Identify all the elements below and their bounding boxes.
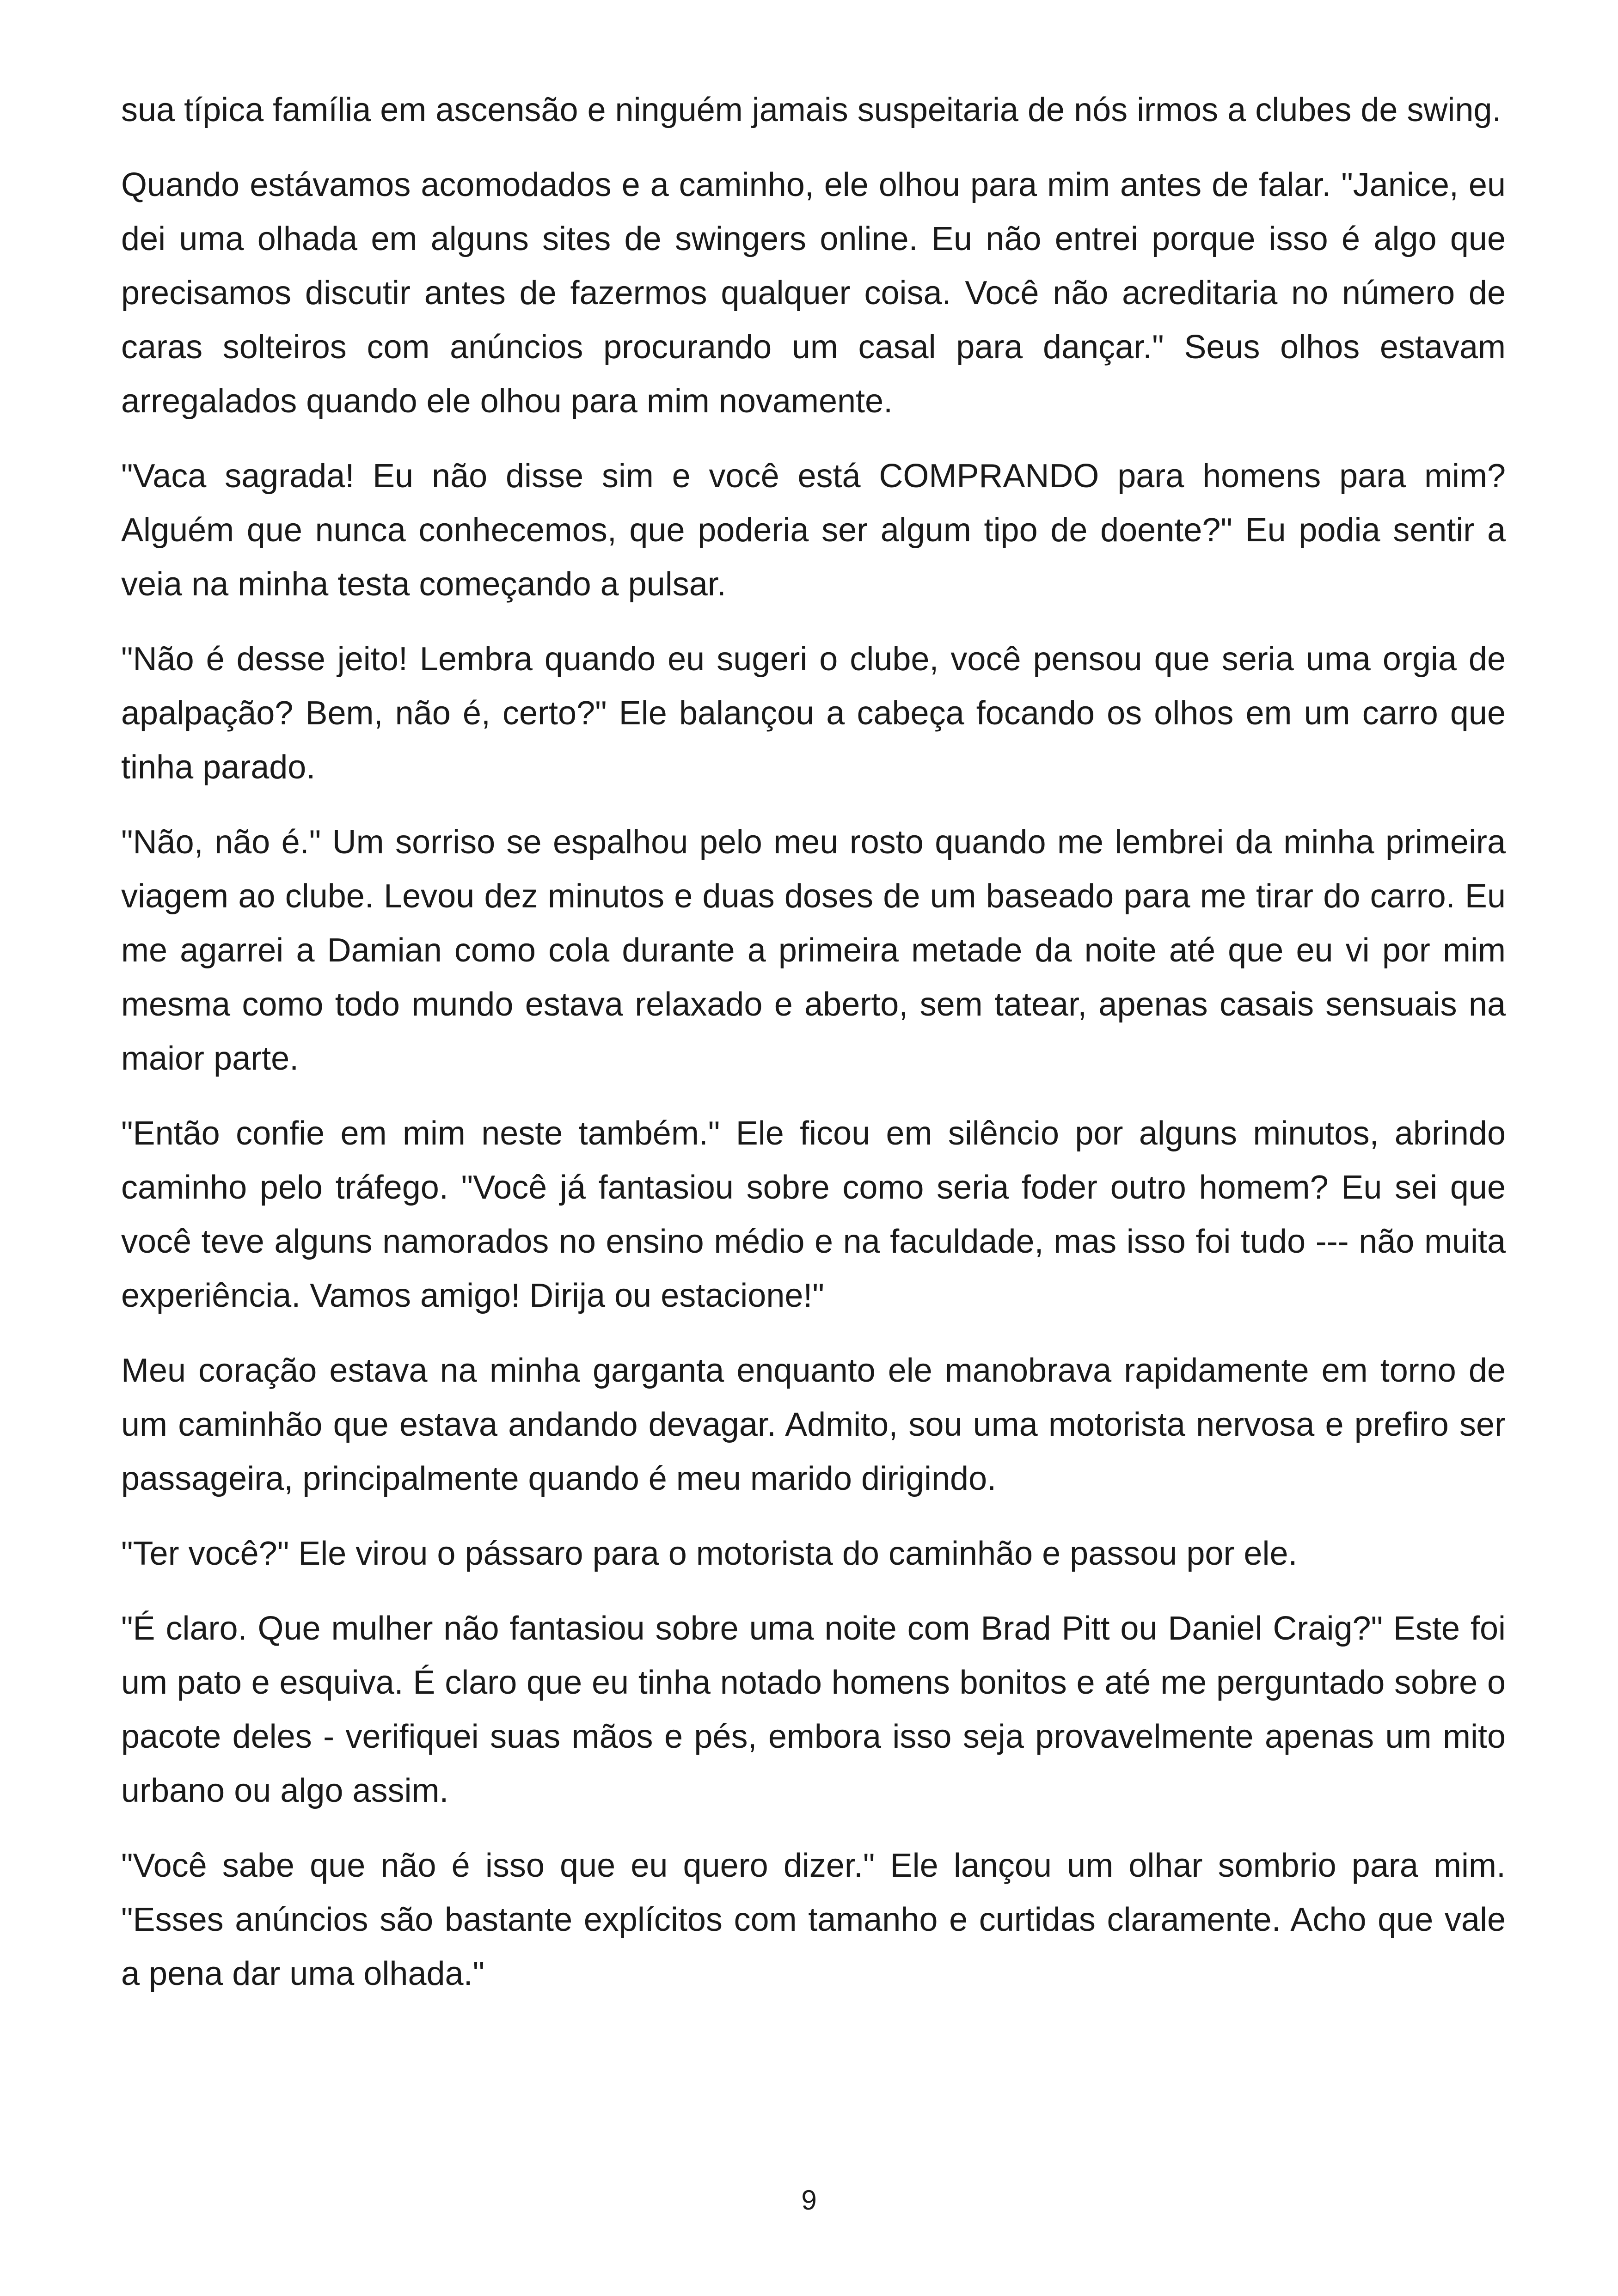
- paragraph: sua típica família em ascensão e ninguém jamais suspeitaria de nós irmos a clubes de swing.: [121, 92, 1502, 129]
- paragraph: "Não, não é." Um sorriso se espalhou pelo meu rosto quando me lembrei da minha primeira viagem ao clube. Levou dez minutos e duas doses de um baseado para me tirar do carro. Eu me agarrei a Damian como cola durante a primeira metade da noite até que eu vi por mim mesma como todo mundo estava relaxado e aberto, sem tatear, apenas casais sensuais na maior parte.: [121, 824, 1506, 1077]
- paragraph: "Vaca sagrada! Eu não disse sim e você está COMPRANDO para homens para mim? Alguém que nunca conhecemos, que poderia ser algum tipo de doente?" Eu podia sentir a veia na minha testa começando a pulsar.: [121, 458, 1506, 603]
- paragraph: "Não é desse jeito! Lembra quando eu sugeri o clube, você pensou que seria uma orgia de apalpação? Bem, não é, certo?" Ele balançou a cabeça focando os olhos em um carro que tinha parado.: [121, 641, 1506, 786]
- document-body: [121, 83, 1506, 2022]
- paragraph: Meu coração estava na minha garganta enquanto ele manobrava rapidamente em torno de um caminhão que estava andando devagar. Admito, sou uma motorista nervosa e prefiro ser passageira, principalmente quando é meu marido dirigindo.: [121, 1352, 1506, 1497]
- paragraph: Quando estávamos acomodados e a caminho, ele olhou para mim antes de falar. "Janice, eu dei uma olhada em alguns sites de swingers online. Eu não entrei porque isso é algo que precisamos discutir antes de fazermos qualquer coisa. Você não acreditaria no número de caras solteiros com anúncios procurando um casal para dançar." Seus olhos estavam arregalados quando ele olhou para mim novamente.: [121, 166, 1506, 420]
- paragraph: "Então confie em mim neste também." Ele ficou em silêncio por alguns minutos, abrindo caminho pelo tráfego. "Você já fantasiou sobre como seria foder outro homem? Eu sei que você teve alguns namorados no ensino médio e na faculdade, mas isso foi tudo --- não muita experiência. Vamos amigo! Dirija ou estacione!": [121, 1115, 1506, 1314]
- paragraph: "Você sabe que não é isso que eu quero dizer." Ele lançou um olhar sombrio para mim. "Esses anúncios são bastante explícitos com tamanho e curtidas claramente. Acho que vale a pena dar uma olhada.": [121, 1847, 1506, 1992]
- page-number: 9: [801, 2185, 817, 2216]
- paragraph: "Ter você?" Ele virou o pássaro para o motorista do caminhão e passou por ele.: [121, 1535, 1298, 1572]
- paragraph: "É claro. Que mulher não fantasiou sobre uma noite com Brad Pitt ou Daniel Craig?" Este foi um pato e esquiva. É claro que eu tinha notado homens bonitos e até me perguntado sobre o pacote deles - verifiquei suas mãos e pés, embora isso seja provavelmente apenas um mito urbano ou algo assim.: [121, 1610, 1506, 1809]
